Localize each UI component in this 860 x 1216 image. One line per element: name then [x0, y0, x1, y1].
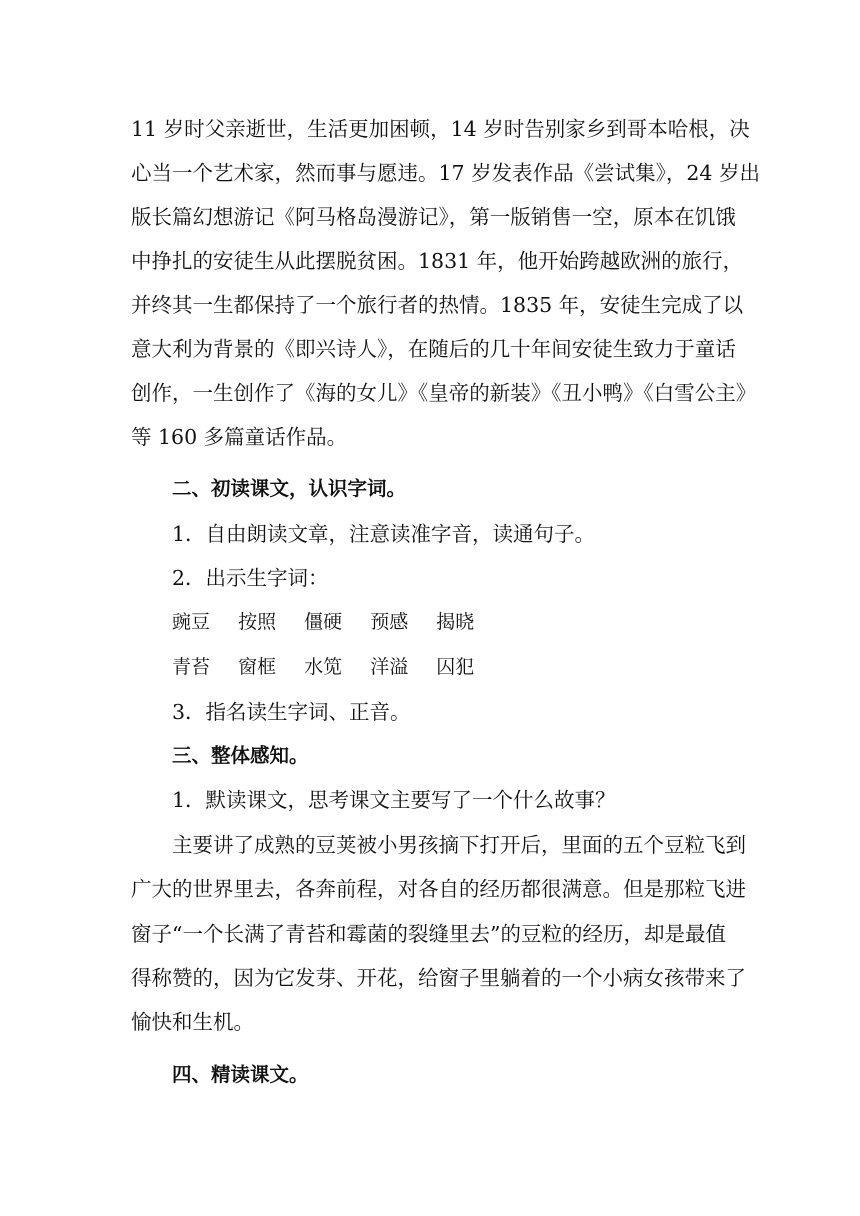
answer-line: 得称赞的，因为它发芽、开花，给窗子里躺着的一个小病女孩带来了 [131, 966, 746, 990]
section-heading: 三、整体感知。 [172, 744, 309, 767]
paragraph-line: 版长篇幻想游记《阿马格岛漫游记》，第一版销售一空，原本在饥饿 [131, 205, 736, 229]
vocab-word: 囚犯 [436, 656, 475, 678]
step-item: 1．自由朗读文章，注意读准字音，读通句子。 [172, 522, 596, 546]
vocab-word: 洋溢 [370, 656, 409, 678]
section-heading: 四、精读课文。 [172, 1063, 309, 1086]
vocab-word: 豌豆 [172, 611, 211, 633]
paragraph-line: 意大利为背景的《即兴诗人》，在随后的几十年间安徒生致力于童话 [131, 337, 736, 361]
step-item: 2．出示生字词： [172, 566, 329, 590]
answer-line: 窗子“一个长满了青苔和霉菌的裂缝里去”的豆粒的经历，却是最值 [131, 922, 726, 946]
vocab-row [172, 653, 496, 681]
vocab-word: 青苔 [172, 656, 211, 678]
paragraph-line: 等 160 多篇童话作品。 [131, 425, 348, 449]
paragraph-line: 创作，一生创作了《海的女儿》《皇帝的新装》《丑小鸭》《白雪公主》 [131, 381, 757, 405]
vocab-row [172, 608, 496, 636]
vocab-word: 按照 [238, 611, 277, 633]
answer-line: 广大的世界里去，各奔前程，对各自的经历都很满意。但是那粒飞进 [131, 877, 746, 901]
section-heading: 二、初读课文，认识字词。 [172, 477, 407, 500]
paragraph-line: 并终其一生都保持了一个旅行者的热情。1835 年，安徒生完成了以 [131, 293, 744, 317]
answer-line: 主要讲了成熟的豆荚被小男孩摘下打开后，里面的五个豆粒飞到 [172, 833, 746, 857]
step-item: 1．默读课文，思考课文主要写了一个什么故事？ [172, 788, 616, 812]
answer-line: 愉快和生机。 [131, 1010, 254, 1034]
vocab-word: 水笕 [304, 656, 343, 678]
paragraph-line: 心当一个艺术家，然而事与愿违。17 岁发表作品《尝试集》，24 岁出 [131, 161, 760, 185]
vocab-word: 揭晓 [436, 611, 475, 633]
paragraph-line: 中挣扎的安徒生从此摆脱贫困。1831 年，他开始跨越欧洲的旅行， [131, 249, 744, 273]
vocab-word: 预感 [370, 611, 409, 633]
vocab-word: 窗框 [238, 656, 277, 678]
step-item: 3．指名读生字词、正音。 [172, 700, 411, 724]
paragraph-line: 11 岁时父亲逝世，生活更加困顿，14 岁时告别家乡到哥本哈根，决 [131, 117, 750, 141]
vocab-word: 僵硬 [304, 611, 343, 633]
